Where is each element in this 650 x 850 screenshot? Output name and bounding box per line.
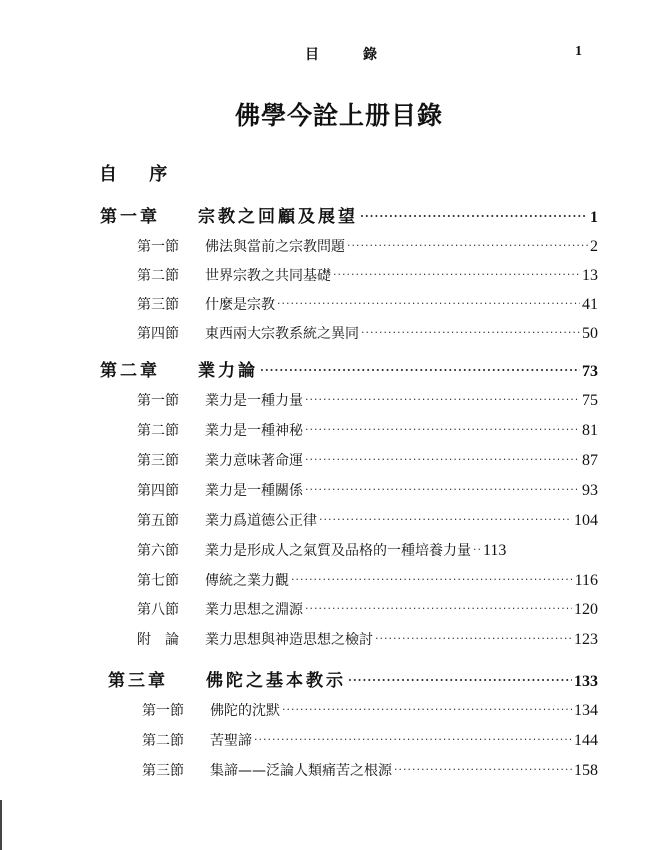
section-page: 93 [582,482,598,499]
section-title: 業力是一種神秘 [205,423,303,439]
chapter-label: 第二章 [100,361,160,381]
section-title: 苦聖諦 [210,733,252,749]
dot-leader [347,239,588,252]
section-title: 業力思想與神造思想之檢討 [205,632,373,648]
chapter-page: 1 [590,209,598,226]
page-title: 佛學今詮上册目錄 [234,101,443,130]
section-label: 第一節 [137,239,179,255]
section-title: 世界宗教之共同基礎 [205,268,331,284]
section-title: 集諦——泛論人類痛苦之根源 [210,763,392,779]
section-page: 104 [574,512,598,529]
section-label: 附 論 [137,632,179,648]
section-label: 第三節 [137,297,179,313]
page-number: 1 [575,44,582,59]
section-page: 116 [574,572,598,589]
dot-leader [348,674,572,687]
toc-section[interactable] [137,236,598,256]
toc-section[interactable] [137,265,598,285]
section-title: 業力意味著命運 [205,453,303,469]
toc-section[interactable] [142,760,598,780]
dot-leader [394,763,572,776]
section-label: 第一節 [142,703,184,719]
toc-section[interactable] [137,540,598,560]
toc-section[interactable] [137,294,598,314]
section-label: 第四節 [137,326,179,342]
toc-section[interactable] [137,510,598,530]
section-title: 什麼是宗教 [205,297,275,313]
section-page: 144 [574,732,598,749]
dot-leader [254,733,572,746]
section-label: 第四節 [137,483,179,499]
toc-section[interactable] [137,599,598,619]
toc-chapter-2[interactable] [100,356,598,381]
section-label: 第一節 [137,393,179,409]
section-label: 第二節 [137,268,179,284]
toc-section[interactable] [137,323,598,343]
toc-chapter-3[interactable] [108,666,598,691]
chapter-title: 宗教之回顧及展望 [198,207,358,227]
section-label: 第五節 [137,513,179,529]
section-page: 134 [574,702,598,719]
toc-section[interactable] [142,700,598,720]
toc-section[interactable] [137,390,598,410]
dot-leader [291,573,573,586]
toc-section[interactable] [137,570,598,590]
section-title: 傳統之業力觀 [205,573,289,589]
section-page: 87 [582,452,598,469]
section-page: 75 [582,392,598,409]
section-title: 業力是一種關係 [205,483,303,499]
section-page: 113 [483,542,507,559]
chapter-label: 第三章 [108,671,168,691]
dot-leader [319,513,572,526]
section-label: 第二節 [137,423,179,439]
scan-edge-mark [0,800,2,850]
section-page: 123 [574,631,598,648]
dot-leader [375,632,572,645]
section-title: 業力是一種力量 [205,393,303,409]
chapter-title: 佛陀之基本教示 [206,671,346,691]
dot-leader [282,703,572,716]
section-label: 第八節 [137,602,179,618]
section-label: 第三節 [137,453,179,469]
chapter-title: 業力論 [198,361,258,381]
dot-leader [361,326,580,339]
dot-leader [305,423,580,436]
toc-entry-preface[interactable] [99,160,167,186]
dot-leader [305,453,580,466]
dot-leader [305,602,572,615]
section-label: 第三節 [142,763,184,779]
running-head-left: 目 [305,47,319,63]
section-label: 第六節 [137,543,179,559]
section-title: 佛法與當前之宗教問題 [205,239,345,255]
toc-section[interactable] [142,730,598,750]
section-page: 81 [582,422,598,439]
dot-leader [305,483,580,496]
dot-leader [360,210,588,223]
preface-char-1: 自 [99,164,117,185]
toc-section[interactable] [137,480,598,500]
section-page: 50 [582,325,598,342]
toc-section[interactable] [137,450,598,470]
section-page: 120 [574,601,598,618]
dot-leader [260,364,580,377]
dot-leader [473,543,481,556]
section-title: 業力爲道德公正律 [205,513,317,529]
section-label: 第二節 [142,733,184,749]
section-page: 2 [590,238,598,255]
toc-section[interactable] [137,420,598,440]
section-title: 東西兩大宗教系統之異同 [205,326,359,342]
section-title: 佛陀的沈默 [210,703,280,719]
chapter-page: 133 [574,673,598,690]
section-page: 41 [582,296,598,313]
chapter-label: 第一章 [100,207,160,227]
toc-section[interactable] [137,629,598,649]
dot-leader [277,297,580,310]
section-title: 業力思想之淵源 [205,602,303,618]
section-title: 業力是形成人之氣質及品格的一種培養力量 [205,543,471,559]
dot-leader [333,268,580,281]
toc-chapter-1[interactable] [100,202,598,227]
chapter-page: 73 [582,363,598,380]
preface-char-2: 序 [149,164,168,185]
section-page: 13 [582,267,598,284]
dot-leader [305,393,580,406]
running-head-right: 錄 [363,47,377,63]
section-label: 第七節 [137,573,179,589]
running-head [0,44,650,64]
section-page: 158 [574,762,598,779]
